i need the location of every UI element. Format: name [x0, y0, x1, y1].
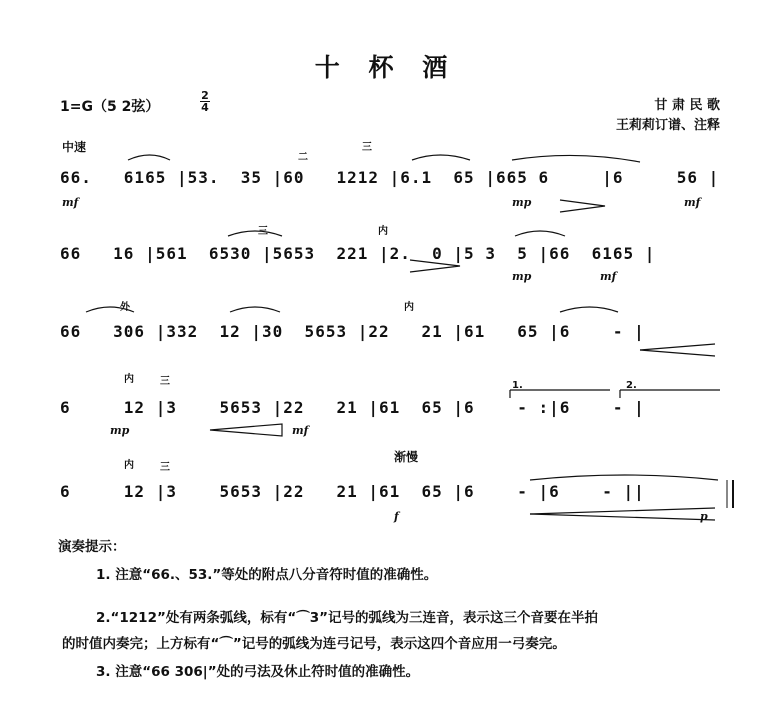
- mark-nei-2: 内: [404, 302, 414, 313]
- score-line-2: 66 16 |561 6530 |5653 221 |2. 0 |5 3 5 |66 6165 |: [60, 244, 656, 263]
- mark-ii: 二: [298, 152, 308, 163]
- volta-2-label: 2.: [626, 380, 637, 391]
- note-2-line-1: 2.“1212”处有两条弧线，标有“⌒3”记号的弧线为三连音，表示这三个音要在半拍: [96, 610, 598, 626]
- mark-wai: 外: [120, 302, 130, 313]
- volta-1-label: 1.: [512, 380, 523, 391]
- score-line-3: 66 306 |332 12 |30 5653 |22 21 |61 65 |6 - |: [60, 322, 645, 341]
- dynamic-mark: mp: [110, 424, 130, 437]
- mark-nei-4: 内: [124, 460, 134, 471]
- dynamic-mark: p: [700, 510, 708, 523]
- score-line-1: 66. 6165 |53. 35 |60 1212 |6.1 65 |665 6 |6 56 |: [60, 168, 720, 187]
- time-signature-top: 2: [201, 89, 209, 102]
- mark-san-4: 三: [258, 226, 268, 237]
- dynamic-mark: f: [394, 510, 399, 523]
- time-signature-bottom: 4: [201, 101, 209, 114]
- score-line-5: 6 12 |3 5653 |22 21 |61 65 |6 - |6 - ||: [60, 482, 645, 501]
- note-3: 3. 注意“66 306|”处的弓法及休止符时值的准确性。: [96, 664, 420, 680]
- mark-san-2: 三: [160, 462, 170, 473]
- note-1: 1. 注意“66.、53.”等处的附点八分音符时值的准确性。: [96, 567, 438, 583]
- mark-san: 三: [160, 376, 170, 387]
- dynamic-mark: mf: [684, 196, 701, 209]
- credit-label: 王莉莉订谱、注释: [615, 118, 720, 133]
- genre-label: 甘 肃 民 歌: [654, 98, 720, 113]
- dynamic-mark: mp: [512, 270, 532, 283]
- key-signature: 1=G（5 2弦）: [60, 99, 160, 115]
- dynamic-mark: mp: [512, 196, 532, 209]
- notes-heading: 演奏提示：: [58, 539, 126, 555]
- dynamic-mark: mf: [62, 196, 79, 209]
- note-2-line-2: 的时值内奏完；上方标有“⌒”记号的弧线为连弓记号，表示这四个音应用一弓奏完。: [62, 636, 566, 652]
- song-title: 十 杯 酒: [314, 53, 458, 82]
- tempo-change: 渐慢: [394, 450, 419, 464]
- dynamic-mark: mf: [292, 424, 309, 437]
- mark-nei: 内: [378, 226, 388, 237]
- mark-nei-3: 内: [124, 374, 134, 385]
- mark-san-3: 三: [362, 142, 372, 153]
- score-line-4: 6 12 |3 5653 |22 21 |61 65 |6 - :|6 - |: [60, 398, 645, 417]
- dynamic-mark: mf: [600, 270, 617, 283]
- tempo-marking: 中速: [62, 140, 87, 154]
